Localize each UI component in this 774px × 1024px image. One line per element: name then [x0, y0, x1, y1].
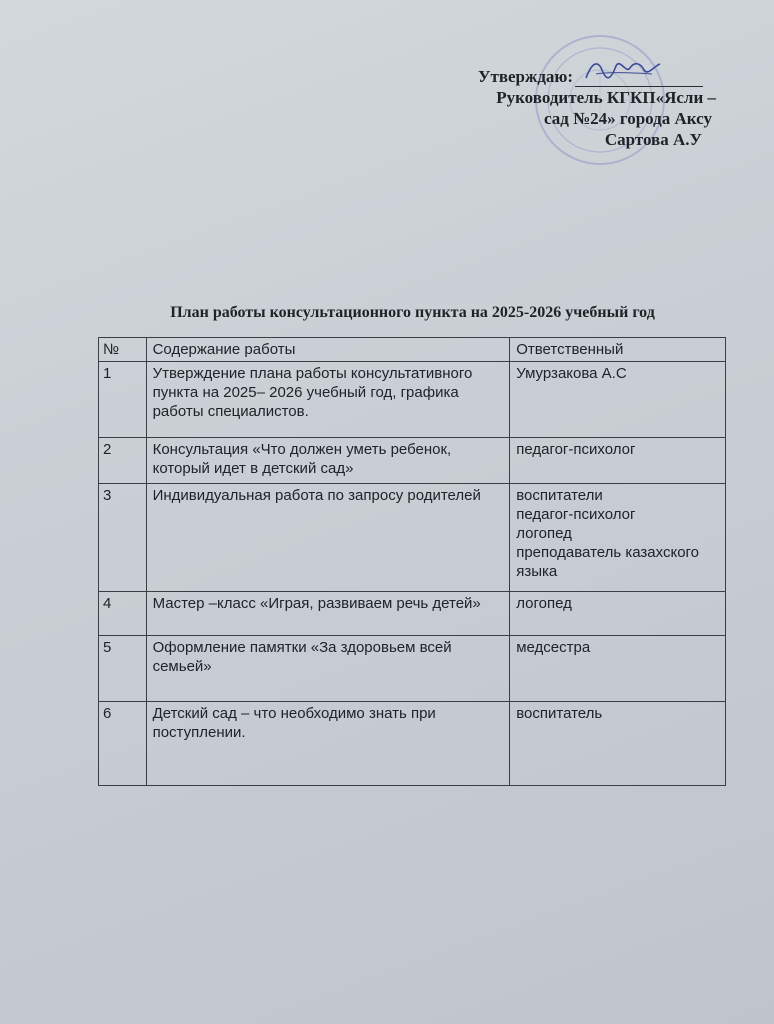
row-content: Оформление памятки «За здоровьем всей семьей» [146, 636, 510, 702]
responsible-item: педагог-психолог [516, 441, 636, 458]
header-content: Содержание работы [146, 338, 510, 362]
responsible-item: медсестра [516, 639, 591, 656]
approval-block [478, 66, 738, 150]
row-number: 5 [99, 636, 147, 702]
row-content: Индивидуальная работа по запросу родителей [146, 484, 510, 592]
responsible-item: воспитатели [516, 487, 603, 504]
row-responsible [510, 484, 726, 592]
row-number: 1 [99, 362, 147, 438]
row-responsible [510, 592, 726, 636]
table-row [99, 438, 726, 484]
responsible-item: Умурзакова А.С [516, 365, 627, 382]
approve-label: Утверждаю: [478, 67, 574, 86]
responsible-item: педагог-психолог [516, 506, 636, 523]
row-content: Мастер –класс «Играя, развиваем речь детей» [146, 592, 510, 636]
table-row [99, 592, 726, 636]
table-row [99, 636, 726, 702]
responsible-item: воспитатель [516, 705, 603, 722]
table-header-row [99, 338, 726, 362]
responsible-item: преподаватель казахского языка [516, 544, 700, 580]
row-responsible [510, 636, 726, 702]
table-row [99, 702, 726, 786]
row-content: Детский сад – что необходимо знать при поступлении. [146, 702, 510, 786]
row-number: 3 [99, 484, 147, 592]
header-responsible: Ответственный [510, 338, 726, 362]
row-content: Консультация «Что должен уметь ребенок, который идет в детский сад» [146, 438, 510, 484]
row-responsible [510, 438, 726, 484]
signature-line [575, 68, 703, 87]
approval-line [478, 66, 738, 87]
document-title: План работы консультационного пункта на 2025-2026 учебный год [170, 304, 655, 321]
approver-name: Сартова А.У [604, 130, 702, 149]
row-number: 2 [99, 438, 147, 484]
row-number: 6 [99, 702, 147, 786]
responsible-item: логопед [516, 525, 572, 542]
header-number: № [99, 338, 147, 362]
row-content: Утверждение плана работы консультативного пункта на 2025– 2026 учебный год, графика работы специалистов. [146, 362, 510, 438]
table-row [99, 362, 726, 438]
approver-organization: сад №24» города Аксу [543, 109, 712, 128]
responsible-item: логопед [516, 595, 572, 612]
row-responsible [510, 362, 726, 438]
plan-table [98, 337, 726, 786]
row-responsible [510, 702, 726, 786]
approver-position: Руководитель КГКП«Ясли – [496, 88, 716, 107]
row-number: 4 [99, 592, 147, 636]
table-row [99, 484, 726, 592]
